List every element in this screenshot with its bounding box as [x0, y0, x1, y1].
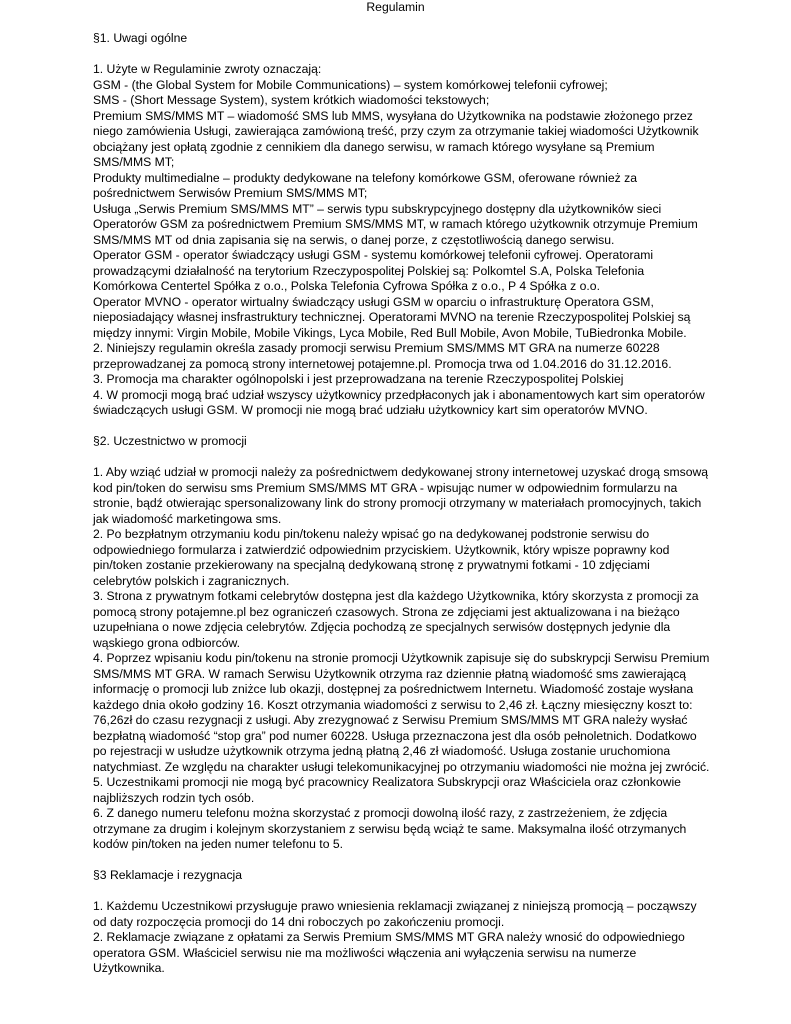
paragraph: 4. Poprzez wpisaniu kodu pin/tokenu na stronie promocji Użytkownik zapisuje się do subskrypcji Serwisu Premium SMS/MMS MT GRA. W ramach Serwisu Użytkownik otrzyma raz dziennie płatną wiadomość sms zawierającą informację o promocji lub zniżce lub okazji, dostępnej za pośrednictwem Internetu. Wiadomość zostaje wysłana każdego dnia około godziny 16. Koszt otrzymania wiadomości z serwisu to 2,46 zł. Łączny miesięczny koszt to: 76,26zł do czasu rezygnacji z usługi. Aby zrezygnować z Serwisu Premium SMS/MMS MT GRA należy wysłać bezpłatną wiadomość “stop gra” pod numer 60228. Usługa przeznaczona jest dla osób pełnoletnich. Dodatkowo po rejestracji w usłudze użytkownik otrzyma jedną płatną 2,46 zł wiadomość. Usługa zostanie uruchomiona natychmiast. Ze względu na charakter usługi telekomunikacyjnej po otrzymaniu wiadomości nie można jej zwrócić.: [93, 651, 710, 774]
document-body: [93, 31, 710, 977]
paragraph: 2. Reklamacje związane z opłatami za Serwis Premium SMS/MMS MT GRA należy wnosić do odpowiedniego operatora GSM. Właściciel serwisu nie ma możliwości włączenia ani wyłączenia serwisu na numerze Użytkownika.: [93, 930, 685, 975]
document-title: Regulamin: [366, 0, 425, 14]
paragraph: 2. Niniejszy regulamin określa zasady promocji serwisu Premium SMS/MMS MT GRA na numerze 60228 przeprowadzanej za pomocą strony internetowej potajemne.pl. Promocja trwa od 1.04.2016 do 31.12.2016.: [93, 341, 672, 371]
section-heading: §3 Reklamacje i rezygnacja: [93, 868, 243, 882]
paragraph: Produkty multimedialne – produkty dedykowane na telefony komórkowe GSM, oferowane również za pośrednictwem Serwisów Premium SMS/MMS MT;: [93, 170, 637, 200]
paragraph: 4. W promocji mogą brać udział wszyscy użytkownicy przedpłaconych jak i abonamentowych kart sim operatorów świadczących usługi GSM. W promocji nie mogą brać udziału użytkownicy kart sim operatorów MVNO.: [93, 387, 705, 417]
section-general-remarks: [93, 31, 710, 419]
paragraph: 1. Użyte w Regulaminie zwroty oznaczają:: [93, 62, 322, 76]
section-participation: [93, 434, 710, 853]
section-heading: §2. Uczestnictwo w promocji: [93, 434, 247, 448]
paragraph: 6. Z danego numeru telefonu można skorzystać z promocji dowolną ilość razy, z zastrzeżeniem, że zdjęcia otrzymane za drugim i kolejnym skorzystaniem z serwisu będą wciąż te same. Maksymalna ilość otrzymanych kodów pin/token na jeden numer telefonu to 5.: [93, 806, 687, 851]
paragraph: 1. Aby wziąć udział w promocji należy za pośrednictwem dedykowanej strony internetowej uzyskać drogą smsową kod pin/token do serwisu sms Premium SMS/MMS MT GRA - wpisując numer w odpowiednim formularzu na stronie, bądź otwierając spersonalizowany link do strony promocji otrzymany w materiałach promocyjnych, takich jak wiadomość marketingowa sms.: [93, 465, 709, 526]
paragraph: Usługa „Serwis Premium SMS/MMS MT” – serwis typu subskrypcyjnego dostępny dla użytkowników sieci Operatorów GSM za pośrednictwem Premium SMS/MMS MT, w ramach którego użytkownik otrzymuje Premium SMS/MMS MT od dnia zapisania się na serwis, o danej porze, z częstotliwością danego serwisu.: [93, 201, 698, 247]
paragraph: SMS - (Short Message System), system krótkich wiadomości tekstowych;: [93, 93, 490, 107]
paragraph: 3. Promocja ma charakter ogólnopolski i jest przeprowadzana na terenie Rzeczypospolitej Polskiej: [93, 372, 624, 386]
paragraph: 3. Strona z prywatnym fotkami celebrytów dostępna jest dla każdego Użytkownika, który skorzysta z promocji za pomocą strony potajemne.pl bez ograniczeń czasowych. Strona ze zdjęciami jest aktualizowana i na bieżąco uzupełniana o nowe zdjęcia celebrytów. Zdjęcia pochodzą ze specjalnych serwisów dostępnych jedynie dla wąskiego grona odbiorców.: [93, 589, 699, 650]
paragraph: 5. Uczestnikami promocji nie mogą być pracownicy Realizatora Subskrypcji oraz Właściciela oraz członkowie najbliższych rodzin tych osób.: [93, 775, 681, 805]
paragraph: 2. Po bezpłatnym otrzymaniu kodu pin/tokenu należy wpisać go na dedykowanej podstronie serwisu do odpowiedniego formularza i zatwierdzić odpowiednim przyciskiem. Użytkownik, który wpisze poprawny kod pin/token zostanie przekierowany na specjalną dedykowaną stronę z prywatnymi fotkami - 10 zdjęciami celebrytów polskich i zagranicznych.: [93, 527, 670, 588]
paragraph: 1. Każdemu Uczestnikowi przysługuje prawo wniesienia reklamacji związanej z niniejszą promocją – począwszy od daty rozpoczęcia promocji do 14 dni roboczych po zakończeniu promocji.: [93, 899, 697, 929]
paragraph: GSM - (the Global System for Mobile Communications) – system komórkowej telefonii cyfrowej;: [93, 77, 608, 92]
section-heading: §1. Uwagi ogólne: [93, 31, 188, 45]
paragraph: Premium SMS/MMS MT – wiadomość SMS lub MMS, wysyłana do Użytkownika na podstawie złożonego przez niego zamówienia Usługi, zawierająca zamówioną treść, przy czym za otrzymanie takiej wiadomości Użytkownik obciążany jest opłatą zgodnie z cennikiem dla danego serwisu, w ramach którego wysyłane są Premium SMS/MMS MT;: [93, 108, 699, 169]
section-complaints: [93, 868, 710, 977]
paragraph: Operator MVNO - operator wirtualny świadczący usługi GSM w oparciu o infrastrukturę Operatora GSM, nieposiadający własnej insfrastruktury technicznej. Operatorami MVNO na terenie Rzeczypospolitej Polskiej są między innymi: Virgin Mobile, Mobile Vikings, Lyca Mobile, Red Bull Mobile, Avon Mobile, TuBiedronka Mobile.: [93, 294, 691, 340]
paragraph: Operator GSM - operator świadczący usługi GSM - systemu komórkowej telefonii cyfrowej. Operatorami prowadzącymi działalność na terytorium Rzeczypospolitej Polskiej są: Polkomtel S.A, Polska Telefonia Komórkowa Centertel Spółka z o.o., Polska Telefonia Cyfrowa Spółka z o.o., P 4 Spółka z o.o.: [93, 248, 654, 293]
